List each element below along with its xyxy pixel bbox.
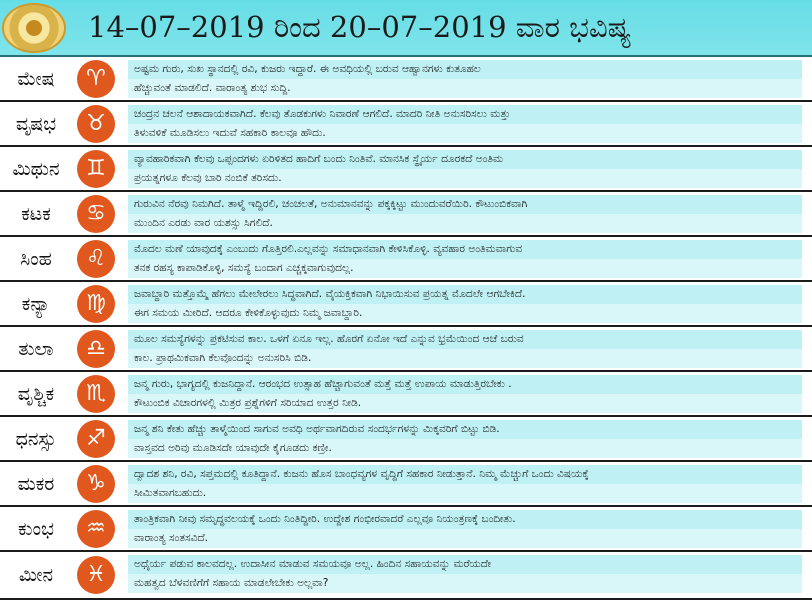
- aries-icon: ♈: [77, 60, 115, 98]
- sign-name: ಮಿಥುನ: [0, 147, 72, 190]
- prediction-line: ದ್ವಾದಶ ಶನಿ, ರವಿ, ಸಪ್ತಮದಲ್ಲಿ ಕೂತಿದ್ದಾನೆ. ಕುಜನು ಹೊಸ ಬಾಂಧವ್ಯಗಳ ವೃದ್ಧಿಗೆ ಸಹಕಾರ ನೀಡುತ್ತಾನೆ. ನಿಮ್ಮ ಮೆಚ್ಚುಗೆ ಒಂದು ವಿಷಯಕ್ಕೆ: [128, 465, 802, 484]
- zodiac-row: [0, 507, 812, 552]
- prediction-line: ವ್ಯಾವಹಾರಿಕವಾಗಿ ಕೆಲವು ಒಪ್ಪಂದಗಳು ಏರಿಳಿತದ ಹಾದಿಗೆ ಬಂದು ನಿಂತಿವೆ. ಮಾನಸಿಕ ಸ್ಥೈರ್ಯ ದೂರಕದೆ ಅಂತಿಮ: [128, 150, 802, 169]
- prediction-line: ವಾರಾಂತ್ಯ ಸಂತಸವಿದೆ.: [128, 529, 802, 548]
- prediction-line: ಜನ್ಮ ಗುರು, ಭಾಗ್ಯದಲ್ಲಿ ಕುಜನಿದ್ದಾನೆ. ಆರಂಭದ ಉತ್ಸಾಹ ಹೆಚ್ಚಾಗುವಂತೆ ಮತ್ತೆ ಮತ್ತೆ ಉಪಾಯ ಮಾಡುತ್ತಿರಬೇಕು .: [128, 375, 802, 394]
- zodiac-row: [0, 282, 812, 327]
- prediction-line: ಈಗ ಸಮಯ ಮೀರಿದೆ. ಆದರೂ ಕೇಳಿಕೊಳ್ಳುವುದು ನಿಮ್ಮ ಜವಾಬ್ದಾರಿ.: [128, 304, 802, 323]
- sign-name: ವೃಷಭ: [0, 102, 72, 145]
- prediction-text: [120, 327, 810, 370]
- prediction-line: ಅಷ್ಟಮ ಗುರು, ಸುಖ ಸ್ಥಾನದಲ್ಲಿ ರವಿ, ಕುಜರು ಇದ್ದಾರೆ. ಈ ಅವಧಿಯಲ್ಲಿ ಬರುವ ಆಹ್ವಾನಗಳು ಕುತೂಹಲ: [128, 60, 802, 79]
- sign-icon-cell: [72, 372, 120, 415]
- sign-icon-cell: [72, 147, 120, 190]
- prediction-text: [120, 372, 810, 415]
- sign-name: ಮಕರ: [0, 462, 72, 505]
- page-title: 14–07–2019 ರಿಂದ 20–07–2019 ವಾರ ಭವಿಷ್ಯ: [88, 10, 632, 44]
- aquarius-icon: ♒: [77, 510, 115, 548]
- prediction-line: ಹೆಚ್ಚುವಂತೆ ಮಾಡಲಿದೆ. ವಾರಾಂತ್ಯ ಶುಭ ಸುದ್ದಿ.: [128, 79, 802, 98]
- prediction-text: [120, 282, 810, 325]
- sign-name: ವೃಶ್ಚಿಕ: [0, 372, 72, 415]
- sign-icon-cell: [72, 102, 120, 145]
- sign-icon-cell: [72, 327, 120, 370]
- taurus-icon: ♉: [77, 105, 115, 143]
- zodiac-row: [0, 462, 812, 507]
- cancer-icon: ♋: [77, 195, 115, 233]
- prediction-line: ಅಧೈರ್ಯ ಪಡುವ ಕಾಲವದಲ್ಲ. ಉದಾಸೀನ ಮಾಡುವ ಸಮಯವೂ ಅಲ್ಲ. ಹಿಂದಿನ ಸಹಾಯವನ್ನು ಮರೆಯದೇ: [128, 555, 802, 574]
- zodiac-row: [0, 102, 812, 147]
- zodiac-row: [0, 417, 812, 462]
- sign-icon-cell: [72, 507, 120, 550]
- capricorn-icon: ♑: [77, 465, 115, 503]
- sign-icon-cell: [72, 462, 120, 505]
- zodiac-row: [0, 147, 812, 192]
- sign-name: ತುಲಾ: [0, 327, 72, 370]
- sign-icon-cell: [72, 417, 120, 460]
- virgo-icon: ♍: [77, 285, 115, 323]
- zodiac-wheel-icon: [2, 3, 66, 53]
- prediction-line: ಕಾಲ. ಪ್ರಾಥಮಿಕವಾಗಿ ಕೆಲವೊಂದನ್ನು ಅನುಸರಿಸಿ ಬಿಡಿ.: [128, 349, 802, 368]
- sign-icon-cell: [72, 57, 120, 100]
- prediction-text: [120, 192, 810, 235]
- prediction-line: ಮಹತ್ವದ ಬೆಳವಣಿಗೆಗೆ ಸಹಾಯ ಮಾಡಲೇಬೇಕು ಅಲ್ಲವಾ?: [128, 574, 802, 593]
- prediction-line: ಪ್ರಯತ್ನಗಳೂ ಕೆಲವು ಬಾರಿ ನಂಬಿಕೆ ತರಿಸದು.: [128, 169, 802, 188]
- prediction-line: ತಾಂತ್ರಿಕವಾಗಿ ನೀವು ಸಮೃದ್ಧವಲಯಕ್ಕೆ ಒಂದು ನಿಂತಿದ್ದೀರಿ. ಉದ್ದೇಶ ಗಂಭೀರವಾದರೆ ಎಲ್ಲವೂ ನಿಯಂತ್ರಣಕ್ಕೆ ಬಂದೀತು.: [128, 510, 802, 529]
- prediction-line: ವಾಸ್ತವದ ಅರಿವು ಮೂಡಿಸದೇ ಯಾವುದೇ ಕೈಗೂಡದು ಕಣ್ರೀ.: [128, 439, 802, 458]
- leo-icon: ♌: [77, 240, 115, 278]
- sagittarius-icon: ♐: [77, 420, 115, 458]
- zodiac-row: [0, 192, 812, 237]
- zodiac-row: [0, 552, 812, 600]
- zodiac-row: [0, 372, 812, 417]
- prediction-line: ಗುರುವಿನ ನೆರವು ನಿಮಗಿದೆ. ತಾಳ್ಮೆ ಇದ್ದಿರಲಿ, ಚಂಚಲತೆ, ಅನುಮಾನವನ್ನು ಪಕ್ಕಕ್ಕಿಟ್ಟು ಮುಂದುವರೆಯಿರಿ. ಕೌಟುಂಬಿಕವಾಗಿ: [128, 195, 802, 214]
- gemini-icon: ♊: [77, 150, 115, 188]
- prediction-line: ಚಂದ್ರನ ಚಲನೆ ಆಶಾದಾಯಕವಾಗಿದೆ. ಕೆಲವು ತೊಡಕುಗಳು ನಿವಾರಣೆ ಆಗಲಿದೆ. ಮಾದರಿ ನೀತಿ ಅನುಸರಿಸಲು ಮತ್ತು: [128, 105, 802, 124]
- scorpio-icon: ♏: [77, 375, 115, 413]
- prediction-line: ತಿಳುವಳಿಕೆ ಮೂಡಿಸಲು ಇದುವೆ ಸಹಕಾರಿ ಕಾಲವೂ ಹೌದು.: [128, 124, 802, 143]
- prediction-text: [120, 57, 810, 100]
- prediction-text: [120, 237, 810, 280]
- prediction-line: ಸೀಮಿತವಾಗಬಹುದು.: [128, 484, 802, 503]
- prediction-text: [120, 147, 810, 190]
- prediction-text: [120, 507, 810, 550]
- sign-name: ಮೀನ: [0, 552, 72, 598]
- sign-icon-cell: [72, 237, 120, 280]
- prediction-text: [120, 552, 810, 598]
- header-bar: [0, 0, 812, 57]
- zodiac-row: [0, 57, 812, 102]
- sign-name: ಕುಂಭ: [0, 507, 72, 550]
- prediction-line: ಮೂಲ ಸಮಸ್ಯೆಗಳನ್ನು ಪ್ರಕಟಿಸುವ ಕಾಲ. ಒಳಗೆ ಏನೂ ಇಲ್ಲ. ಹೊರಗೆ ಏನೋ ಇದೆ ಎನ್ನುವ ಭ್ರಮೆಯಿಂದ ಆಚೆ ಬರುವ: [128, 330, 802, 349]
- zodiac-row: [0, 237, 812, 282]
- prediction-text: [120, 462, 810, 505]
- prediction-line: ಕೌಟುಂಬಿಕ ವಿಚಾರಗಳಲ್ಲಿ ಮಿತ್ರರ ಪ್ರಶ್ನೆಗಳಿಗೆ ಸರಿಯಾದ ಉತ್ತರ ನೀಡಿ.: [128, 394, 802, 413]
- prediction-line: ಜನ್ಮ ಶನಿ ಕೇತು ಹೆಚ್ಚು ತಾಳ್ಮೆಯಿಂದ ಸಾಗುವ ಅವಧಿ ಅರ್ಥವಾಗದಿರುವ ಸಂದರ್ಭಗಳನ್ನು ಮಿಕ್ಕವರಿಗೆ ಬಿಟ್ಟು ಬಿಡಿ.: [128, 420, 802, 439]
- libra-icon: ♎: [77, 330, 115, 368]
- sign-icon-cell: [72, 282, 120, 325]
- prediction-line: ಜವಾಬ್ದಾರಿ ಮತ್ತೊಮ್ಮೆ ಹೆಗಲು ಮೇಲೇರಲು ಸಿದ್ಧವಾಗಿದೆ. ವೈಯಕ್ತಿಕವಾಗಿ ನಿಭಾಯಿಸುವ ಪ್ರಯತ್ನ ಮೊದಲೇ ಆಗಬೇಕಿದೆ.: [128, 285, 802, 304]
- sign-name: ಧನಸ್ಸು: [0, 417, 72, 460]
- sign-name: ಮೇಷ: [0, 57, 72, 100]
- prediction-text: [120, 417, 810, 460]
- prediction-text: [120, 102, 810, 145]
- prediction-line: ತನಕ ರಹಸ್ಯ ಕಾಪಾಡಿಕೊಳ್ಳಿ, ಸಮಸ್ಯೆ ಬಂದಾಗ ಎಚ್ಚಕ್ಕವಾಗುವುದಲ್ಲ.: [128, 259, 802, 278]
- sign-name: ಕಟಕ: [0, 192, 72, 235]
- zodiac-row: [0, 327, 812, 372]
- prediction-line: ಮೊದಲ ಮಣೆ ಯಾವುದಕ್ಕೆ ಎಂಬುದು ಗೊತ್ತಿರಲಿ.ಎಲ್ಲವನ್ನು ಸಮಾಧಾನವಾಗಿ ಕೇಳಿಸಿಕೊಳ್ಳಿ. ವ್ಯವಹಾರ ಅಂತಿಮವಾಗುವ: [128, 240, 802, 259]
- pisces-icon: ♓: [77, 556, 115, 594]
- sign-icon-cell: [72, 552, 120, 598]
- sign-name: ಸಿಂಹ: [0, 237, 72, 280]
- sign-icon-cell: [72, 192, 120, 235]
- sign-name: ಕನ್ಯಾ: [0, 282, 72, 325]
- prediction-line: ಮುಂದಿನ ಎರಡು ವಾರ ಯಶಸ್ಸು ಸಿಗಲಿದೆ.: [128, 214, 802, 233]
